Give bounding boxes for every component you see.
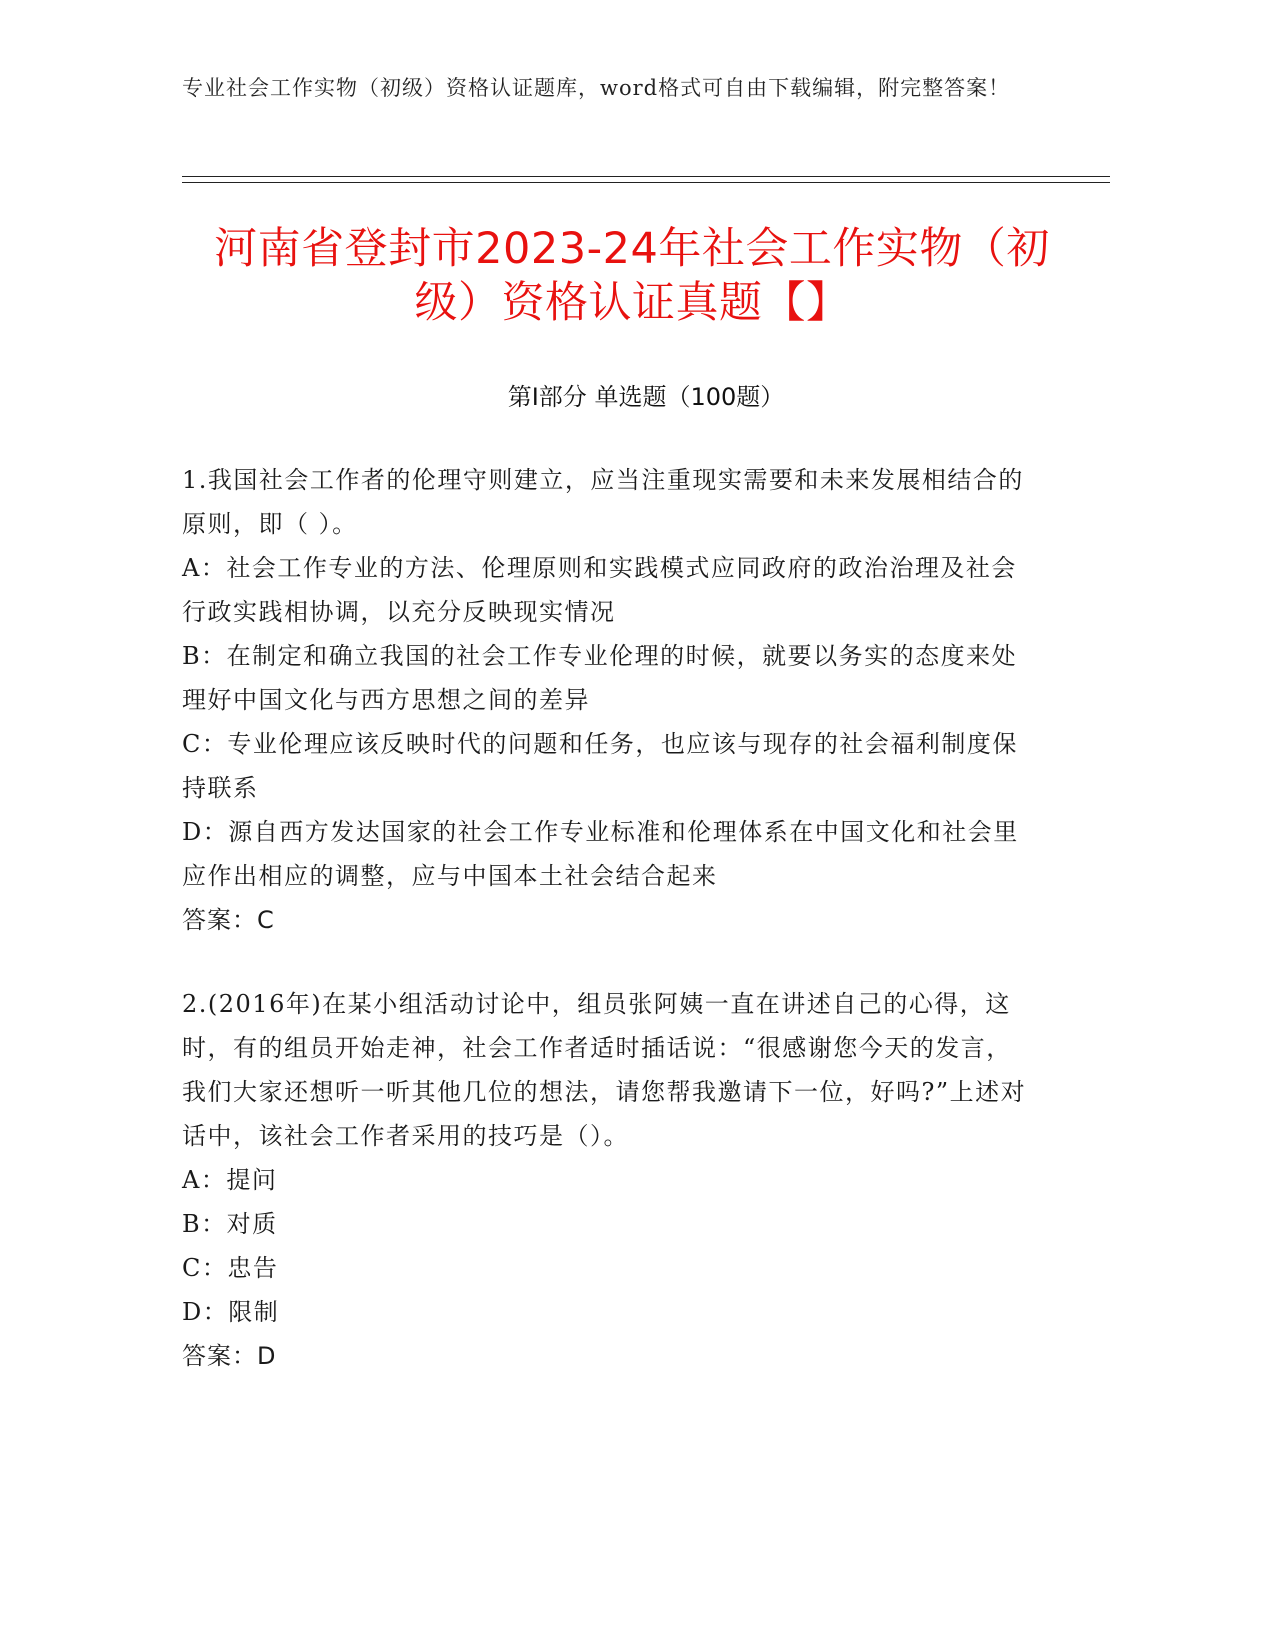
option-a: A：提问 <box>182 1166 278 1194</box>
option-d: D：限制 <box>182 1298 280 1326</box>
question-stem: 1.我国社会工作者的伦理守则建立，应当注重现实需要和未来发展相结合的原则，即（ ）。 <box>182 466 1024 538</box>
option-c: C：专业伦理应该反映时代的问题和任务，也应该与现存的社会福利制度保持联系 <box>182 730 1018 802</box>
answer: 答案：C <box>182 906 275 934</box>
header-divider-bottom <box>182 182 1110 183</box>
header-divider-top <box>182 176 1110 177</box>
question-stem: 2.(2016年)在某小组活动讨论中，组员张阿姨一直在讲述自己的心得，这时，有的组员开始走神，社会工作者适时插话说：“很感谢您今天的发言，我们大家还想听一听其他几位的想法，请您帮我邀请下一位，好吗?”上述对话中，该社会工作者采用的技巧是（）。 <box>182 990 1027 1150</box>
question-block <box>182 458 1032 942</box>
section-title: 第Ⅰ部分 单选题（100题） <box>507 383 785 411</box>
answer: 答案：D <box>182 1342 277 1370</box>
option-a: A：社会工作专业的方法、伦理原则和实践模式应同政府的政治治理及社会行政实践相协调，以充分反映现实情况 <box>182 554 1017 626</box>
option-b: B：对质 <box>182 1210 278 1238</box>
option-d: D：源自西方发达国家的社会工作专业标准和伦理体系在中国文化和社会里应作出相应的调整，应与中国本土社会结合起来 <box>182 818 1019 890</box>
option-c: C：忠告 <box>182 1254 279 1282</box>
option-b: B：在制定和确立我国的社会工作专业伦理的时候，就要以务实的态度来处理好中国文化与西方思想之间的差异 <box>182 642 1018 714</box>
document-title: 河南省登封市2023-24年社会工作实物（初级）资格认证真题【】 <box>214 224 1050 328</box>
question-block <box>182 982 1032 1378</box>
header-note: 专业社会工作实物（初级）资格认证题库，word格式可自由下载编辑，附完整答案！ <box>182 76 1011 100</box>
